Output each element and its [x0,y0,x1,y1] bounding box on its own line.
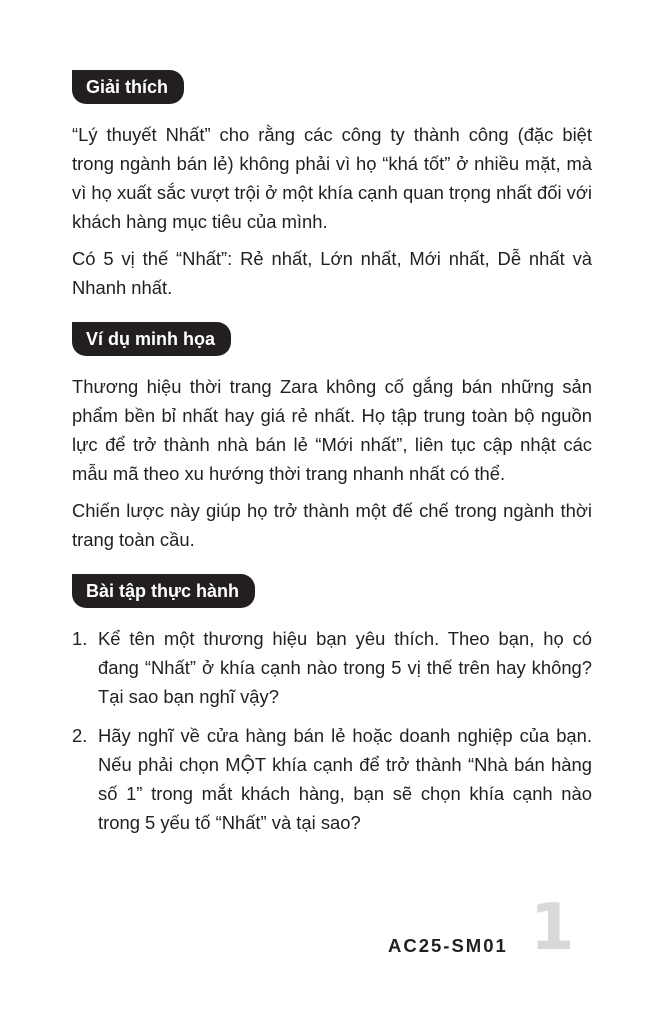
page-content [72,70,592,837]
section-title-explanation: Giải thích [72,70,184,104]
list-item [72,721,592,837]
example-paragraph-2: Chiến lược này giúp họ trở thành một đế chế trong ngành thời trang toàn cầu. [72,500,592,550]
list-item-text: Kể tên một thương hiệu bạn yêu thích. Theo bạn, họ có đang “Nhất” ở khía cạnh nào trong 5 vị thế trên hay không? Tại sao bạn nghĩ vậy? [98,628,592,707]
list-item-number: 2. [72,725,88,746]
page-number: 1 [530,891,575,965]
explanation-paragraph-2: Có 5 vị thế “Nhất”: Rẻ nhất, Lớn nhất, Mới nhất, Dễ nhất và Nhanh nhất. [72,248,592,298]
explanation-paragraph-1: “Lý thuyết Nhất” cho rằng các công ty thành công (đặc biệt trong ngành bán lẻ) không phải vì họ “khá tốt” ở nhiều mặt, mà vì họ xuất sắc vượt trội ở một khía cạnh quan trọng nhất đối với khách hàng mục tiêu của mình. [72,124,592,232]
document-code: AC25-SM01 [388,935,508,956]
section-title-exercise: Bài tập thực hành [72,574,255,608]
section-example [72,322,592,554]
section-exercise [72,574,592,837]
example-paragraph-1: Thương hiệu thời trang Zara không cố gắng bán những sản phẩm bền bỉ nhất hay giá rẻ nhất. Họ tập trung toàn bộ nguồn lực để trở thành nhà bán lẻ “Mới nhất”, liên tục cập nhật các mẫu mã theo xu hướng thời trang nhanh nhất có thể. [72,376,592,484]
section-title-example: Ví dụ minh họa [72,322,231,356]
list-item-number: 1. [72,628,88,649]
list-item-text: Hãy nghĩ về cửa hàng bán lẻ hoặc doanh nghiệp của bạn. Nếu phải chọn MỘT khía cạnh để trở thành “Nhà bán hàng số 1” trong mắt khách hàng, bạn sẽ chọn khía cạnh nào trong 5 yếu tố “Nhất” và tại sao? [98,725,592,833]
list-item [72,624,592,711]
exercise-list [72,624,592,837]
section-explanation [72,70,592,302]
